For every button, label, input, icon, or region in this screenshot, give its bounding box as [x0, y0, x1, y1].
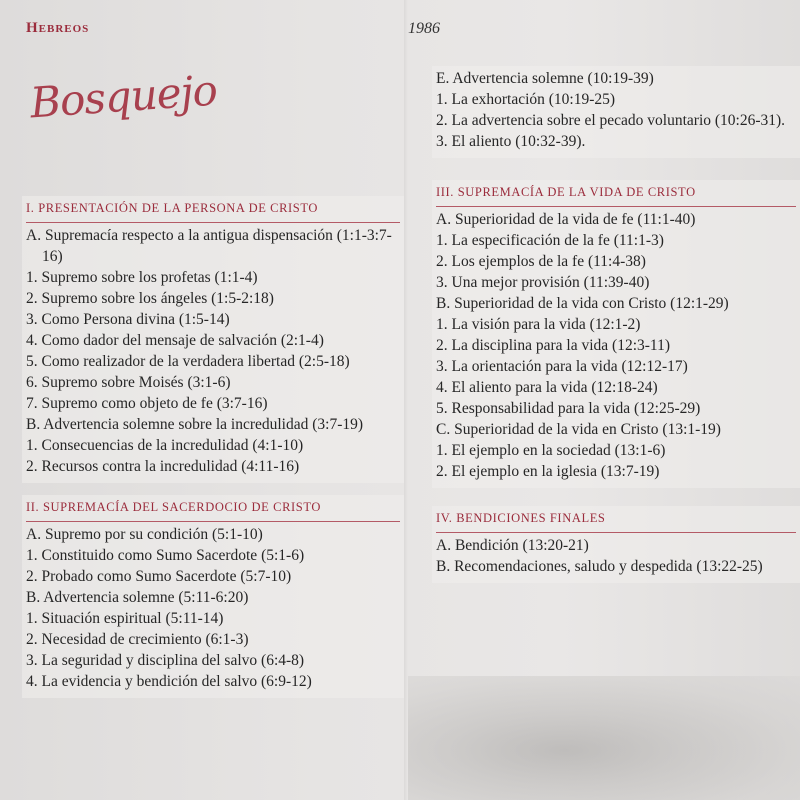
outline-item: 2. La disciplina para la vida (12:3-11): [436, 337, 670, 354]
outline-item: 2. Probado como Sumo Sacerdote (5:7-10): [26, 568, 292, 585]
outline-item: A. Bendición (13:20-21): [436, 537, 589, 554]
outline-item: 7. Supremo como objeto de fe (3:7-16): [26, 395, 268, 412]
outline-item: 2. La advertencia sobre el pecado voluntario (10:26-31).: [436, 112, 786, 129]
outline-item: 2. Necesidad de crecimiento (6:1-3): [26, 631, 249, 648]
part-2-heading: II. SUPREMACÍA DEL SACERDOCIO DE CRISTO: [26, 497, 400, 522]
outline-part-1: [22, 196, 404, 483]
page-number: 1986: [408, 20, 440, 37]
outline-item: E. Advertencia solemne (10:19-39): [436, 70, 654, 87]
background-photo: [408, 676, 800, 800]
outline-item: 5. Como realizador de la verdadera libertad (2:5-18): [26, 353, 350, 370]
outline-item: 3. Una mejor provisión (11:39-40): [436, 274, 650, 291]
outline-item: 3. La seguridad y disciplina del salvo (6:4-8): [26, 652, 305, 669]
part-4-heading: IV. BENDICIONES FINALES: [436, 508, 796, 533]
outline-item: C. Superioridad de la vida en Cristo (13:1-19): [436, 421, 721, 438]
outline-item: B. Superioridad de la vida con Cristo (12:1-29): [436, 295, 729, 312]
book-title: Hebreos: [26, 20, 90, 36]
outline-item: 4. El aliento para la vida (12:18-24): [436, 379, 658, 396]
outline-item: B. Recomendaciones, saludo y despedida (13:22-25): [436, 558, 763, 575]
right-column: [432, 66, 800, 595]
outline-part-2-continued: [432, 66, 800, 158]
outline-item: A. Superioridad de la vida de fe (11:1-40): [436, 211, 696, 228]
part-3-heading: III. SUPREMACÍA DE LA VIDA DE CRISTO: [436, 182, 796, 207]
outline-item: A. Supremo por su condición (5:1-10): [26, 526, 263, 543]
outline-item: 4. La evidencia y bendición del salvo (6:9-12): [26, 673, 312, 690]
outline-item: 6. Supremo sobre Moisés (3:1-6): [26, 374, 231, 391]
outline-item: 1. El ejemplo en la sociedad (13:1-6): [436, 442, 666, 459]
outline-item: 2. El ejemplo en la iglesia (13:7-19): [436, 463, 660, 480]
section-title: Bosquejo: [28, 65, 219, 128]
outline-item: 1. La visión para la vida (12:1-2): [436, 316, 641, 333]
outline-item: 3. El aliento (10:32-39).: [436, 133, 586, 150]
outline-item: 3. Como Persona divina (1:5-14): [26, 311, 230, 328]
outline-part-2: [22, 495, 404, 698]
outline-item: A. Supremacía respecto a la antigua dispensación (1:1-3:7-16): [26, 227, 392, 265]
outline-item: 2. Los ejemplos de la fe (11:4-38): [436, 253, 646, 270]
outline-item: 1. Constituido como Sumo Sacerdote (5:1-6): [26, 547, 305, 564]
outline-part-3: [432, 180, 800, 488]
outline-part-4: [432, 506, 800, 583]
outline-item: B. Advertencia solemne sobre la incredulidad (3:7-19): [26, 416, 364, 433]
outline-item: 1. Supremo sobre los profetas (1:1-4): [26, 269, 258, 286]
part-1-heading: I. PRESENTACIÓN DE LA PERSONA DE CRISTO: [26, 198, 400, 223]
outline-item: 1. La especificación de la fe (11:1-3): [436, 232, 664, 249]
outline-item: 4. Como dador del mensaje de salvación (2:1-4): [26, 332, 324, 349]
page-header: [26, 20, 800, 44]
outline-item: B. Advertencia solemne (5:11-6:20): [26, 589, 249, 606]
outline-item: 3. La orientación para la vida (12:12-17): [436, 358, 688, 375]
outline-item: 5. Responsabilidad para la vida (12:25-29): [436, 400, 701, 417]
left-column: [22, 196, 404, 710]
outline-item: 1. La exhortación (10:19-25): [436, 91, 616, 108]
outline-item: 2. Supremo sobre los ángeles (1:5-2:18): [26, 290, 274, 307]
outline-item: 1. Consecuencias de la incredulidad (4:1-10): [26, 437, 304, 454]
outline-item: 2. Recursos contra la incredulidad (4:11-16): [26, 458, 300, 475]
outline-item: 1. Situación espiritual (5:11-14): [26, 610, 224, 627]
